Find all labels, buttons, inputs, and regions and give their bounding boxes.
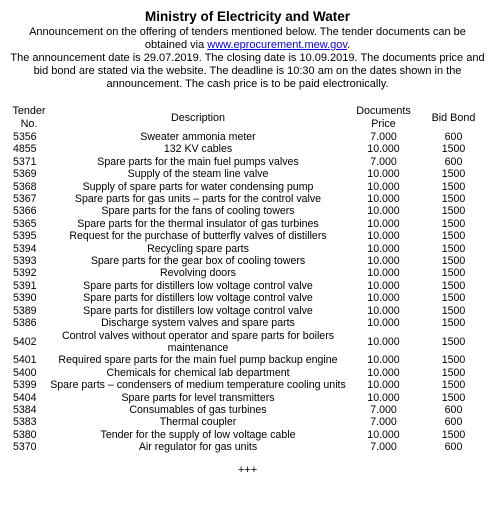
tender-no-cell: 5365 — [13, 217, 37, 230]
documents-price-cell: 10.000 — [367, 391, 400, 404]
table-row — [8, 429, 486, 441]
bid-bond-cell: 1500 — [441, 379, 466, 392]
table-row — [8, 193, 486, 205]
table-row — [8, 205, 486, 217]
announcement-intro — [0, 26, 495, 91]
bid-bond-cell: 1500 — [441, 279, 466, 292]
table-row — [8, 330, 486, 355]
page-title: Ministry of Electricity and Water — [144, 9, 351, 24]
documents-price-cell: 10.000 — [367, 428, 400, 441]
documents-price-cell: 7.000 — [370, 403, 397, 416]
bid-bond-cell: 1500 — [441, 354, 466, 367]
description-cell: Discharge system valves and spare parts — [101, 317, 295, 330]
bid-bond-cell: 600 — [444, 155, 463, 168]
table-row — [8, 416, 486, 428]
table-header-row — [8, 105, 486, 131]
description-cell: Spare parts for the main fuel pumps valves — [97, 155, 299, 168]
tender-no-cell: 5402 — [13, 335, 37, 348]
table-row — [8, 267, 486, 279]
table-row — [8, 168, 486, 180]
table-row — [8, 305, 486, 317]
description-cell: Air regulator for gas units — [138, 441, 258, 454]
tender-no-cell: 5404 — [13, 391, 37, 404]
bid-bond-cell: 600 — [444, 441, 463, 454]
bid-bond-cell: 1500 — [441, 143, 466, 156]
table-row — [8, 280, 486, 292]
bid-bond-cell: 1500 — [441, 180, 466, 193]
description-cell: Supply of spare parts for water condensing pump — [82, 180, 314, 193]
description-cell: Spare parts for the gear box of cooling towers — [90, 255, 306, 268]
description-cell: 132 KV cables — [163, 143, 233, 156]
documents-price-cell: 7.000 — [370, 131, 397, 143]
documents-price-cell: 10.000 — [367, 143, 400, 156]
description-cell: Spare parts for distillers low voltage control valve — [83, 292, 313, 305]
tender-no-cell: 5367 — [13, 193, 37, 206]
bid-bond-cell: 1500 — [441, 391, 466, 404]
table-row — [8, 441, 486, 453]
bid-bond-cell: 600 — [444, 416, 463, 429]
bid-bond-cell: 1500 — [441, 255, 466, 268]
bid-bond-cell: 1500 — [441, 193, 466, 206]
documents-price-cell: 10.000 — [367, 193, 400, 206]
bid-bond-cell: 1500 — [441, 217, 466, 230]
tender-no-cell: 4855 — [13, 143, 37, 156]
column-header-tender-no: Tender No. — [12, 105, 46, 130]
documents-price-cell: 10.000 — [367, 230, 400, 243]
table-row — [8, 354, 486, 366]
description-cell: Spare parts for gas units – parts for the control valve — [74, 193, 322, 206]
documents-price-cell: 10.000 — [367, 279, 400, 292]
documents-price-cell: 10.000 — [367, 168, 400, 181]
description-cell: Spare parts for the fans of cooling towers — [101, 205, 295, 218]
documents-price-cell: 10.000 — [367, 379, 400, 392]
documents-price-cell: 10.000 — [367, 217, 400, 230]
documents-price-cell: 10.000 — [367, 304, 400, 317]
intro-text: Announcement on the offering of tenders mentioned below. The tender documents can be obtained via — [29, 26, 466, 51]
bid-bond-cell: 600 — [444, 403, 463, 416]
column-header-description: Description — [170, 111, 225, 124]
table-row — [8, 392, 486, 404]
description-cell: Sweater ammonia meter — [140, 131, 256, 143]
table-row — [8, 255, 486, 267]
description-cell: Tender for the supply of low voltage cable — [100, 428, 296, 441]
description-cell: Required spare parts for the main fuel pump backup engine — [58, 354, 338, 367]
bid-bond-cell: 1500 — [441, 267, 466, 280]
description-cell: Spare parts for distillers low voltage control valve — [83, 279, 313, 292]
table-row — [8, 243, 486, 255]
table-row — [8, 367, 486, 379]
documents-price-cell: 10.000 — [367, 180, 400, 193]
documents-price-cell: 10.000 — [367, 242, 400, 255]
bid-bond-cell: 1500 — [441, 317, 466, 330]
documents-price-cell: 10.000 — [367, 205, 400, 218]
description-cell: Recycling spare parts — [147, 242, 249, 255]
table-row — [8, 317, 486, 329]
tender-no-cell: 5356 — [13, 131, 37, 143]
table-row — [8, 143, 486, 155]
tender-no-cell: 5380 — [13, 428, 37, 441]
table-row — [8, 404, 486, 416]
description-cell: Spare parts – condensers of medium temperature cooling units — [50, 379, 346, 392]
documents-price-cell: 10.000 — [367, 267, 400, 280]
tender-no-cell: 5366 — [13, 205, 37, 218]
bid-bond-cell: 1500 — [441, 428, 466, 441]
dates-text: The announcement date is 29.07.2019. The closing date is 10.09.2019. The documents price and bid bond are stated via the website. The deadline is 10:30 am on the dates shown in the announcement. The cash price is to be paid electronically. — [10, 52, 485, 90]
tender-no-cell: 5371 — [13, 155, 37, 168]
documents-price-cell: 10.000 — [367, 366, 400, 379]
bid-bond-cell: 1500 — [441, 366, 466, 379]
tender-no-cell: 5400 — [13, 366, 37, 379]
table-row — [8, 181, 486, 193]
bid-bond-cell: 600 — [444, 131, 463, 143]
description-cell: Spare parts for distillers low voltage control valve — [83, 304, 313, 317]
bid-bond-cell: 1500 — [441, 205, 466, 218]
documents-price-cell: 10.000 — [367, 255, 400, 268]
bid-bond-cell: 1500 — [441, 230, 466, 243]
footer-mark: +++ — [237, 463, 258, 476]
tender-no-cell: 5399 — [13, 379, 37, 392]
documents-price-cell: 10.000 — [367, 292, 400, 305]
tender-no-cell: 5390 — [13, 292, 37, 305]
intro-text-end: . — [347, 39, 351, 51]
tender-no-cell: 5368 — [13, 180, 37, 193]
table-row — [8, 379, 486, 391]
tender-no-cell: 5384 — [13, 403, 37, 416]
description-cell: Supply of the steam line valve — [127, 168, 269, 181]
tender-no-cell: 5386 — [13, 317, 37, 330]
description-cell: Consumables of gas turbines — [129, 403, 267, 416]
documents-price-cell: 10.000 — [367, 317, 400, 330]
tender-no-cell: 5392 — [13, 267, 37, 280]
documents-price-cell: 7.000 — [370, 416, 397, 429]
description-cell: Control valves without operator and spare parts for boilers maintenance — [61, 329, 335, 354]
tender-no-cell: 5391 — [13, 279, 37, 292]
bid-bond-cell: 1500 — [441, 168, 466, 181]
description-cell: Spare parts for level transmitters — [121, 391, 275, 404]
description-cell: Thermal coupler — [159, 416, 237, 429]
bid-bond-cell: 1500 — [441, 304, 466, 317]
tender-no-cell: 5393 — [13, 255, 37, 268]
documents-price-cell: 10.000 — [367, 335, 400, 348]
tender-no-cell: 5395 — [13, 230, 37, 243]
table-row — [8, 230, 486, 242]
documents-price-cell: 10.000 — [367, 354, 400, 367]
bid-bond-cell: 1500 — [441, 242, 466, 255]
description-cell: Spare parts for the thermal insulator of gas turbines — [77, 217, 319, 230]
bid-bond-cell: 1500 — [441, 335, 466, 348]
column-header-bid-bond: Bid Bond — [431, 111, 476, 124]
tender-no-cell: 5401 — [13, 354, 37, 367]
tenders-table-body — [8, 131, 486, 454]
tender-no-cell: 5389 — [13, 304, 37, 317]
description-cell: Chemicals for chemical lab department — [106, 366, 290, 379]
column-header-documents-price: Documents Price — [356, 105, 411, 130]
bid-bond-cell: 1500 — [441, 292, 466, 305]
tenders-table — [8, 105, 486, 454]
documents-price-cell: 7.000 — [370, 441, 397, 454]
table-row — [8, 218, 486, 230]
table-row — [8, 131, 486, 143]
tender-no-cell: 5370 — [13, 441, 37, 454]
description-cell: Revolving doors — [160, 267, 236, 280]
table-row — [8, 156, 486, 168]
documents-price-cell: 7.000 — [370, 155, 397, 168]
tender-no-cell: 5383 — [13, 416, 37, 429]
eprocurement-link[interactable]: www.eprocurement.mew.gov — [207, 39, 348, 51]
tender-no-cell: 5369 — [13, 168, 37, 181]
description-cell: Request for the purchase of butterfly valves of distillers — [69, 230, 327, 243]
table-row — [8, 292, 486, 304]
tender-no-cell: 5394 — [13, 242, 37, 255]
